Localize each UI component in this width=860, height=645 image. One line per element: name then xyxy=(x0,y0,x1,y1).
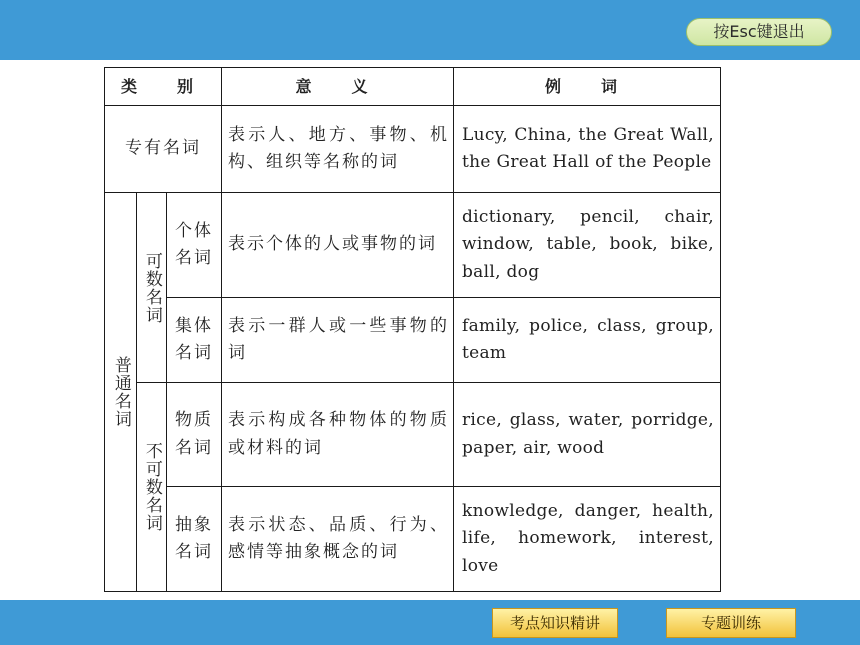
top-bar xyxy=(0,0,860,60)
table-row xyxy=(105,193,721,298)
examples-cell: rice, glass, water, porridge, paper, air, wood xyxy=(454,383,721,487)
examples-cell: dictionary, pencil, chair, window, table, book, bike, ball, dog xyxy=(454,193,721,298)
header-examples: 例 词 xyxy=(454,68,721,106)
uncountable-cell xyxy=(137,383,167,592)
table-row xyxy=(105,487,721,592)
sub-category-label: 抽象名词 xyxy=(167,487,222,592)
header-meaning: 意 义 xyxy=(222,68,454,106)
proper-noun-label: 专有名词 xyxy=(105,106,222,193)
countable-cell xyxy=(137,193,167,383)
sub-category-label: 集体名词 xyxy=(167,298,222,383)
meaning-cell: 表示一群人或一些事物的词 xyxy=(222,298,454,383)
meaning-cell: 表示构成各种物体的物质或材料的词 xyxy=(222,383,454,487)
proper-noun-meaning: 表示人、地方、事物、机构、组织等名称的词 xyxy=(222,106,454,193)
exit-button[interactable]: 按Esc键退出 xyxy=(686,18,832,46)
sub-category-label: 物质名词 xyxy=(167,383,222,487)
bottom-bar xyxy=(0,600,860,645)
header-category: 类 别 xyxy=(105,68,222,106)
table-row xyxy=(105,298,721,383)
uncountable-label: 不可数名词 xyxy=(141,442,162,532)
sub-category-label: 个体名词 xyxy=(167,193,222,298)
meaning-cell: 表示状态、品质、行为、感情等抽象概念的词 xyxy=(222,487,454,592)
proper-noun-examples: Lucy, China, the Great Wall, the Great Hall of the People xyxy=(454,106,721,193)
table-header-row xyxy=(105,68,721,106)
table-row xyxy=(105,383,721,487)
examples-cell: knowledge, danger, health, life, homework, interest, love xyxy=(454,487,721,592)
noun-classification-table xyxy=(104,67,721,592)
countable-label: 可数名词 xyxy=(141,251,162,324)
common-noun-cell xyxy=(105,193,137,592)
meaning-cell: 表示个体的人或事物的词 xyxy=(222,193,454,298)
table-row xyxy=(105,106,721,193)
common-noun-label: 普通名词 xyxy=(110,356,131,428)
examples-cell: family, police, class, group, team xyxy=(454,298,721,383)
key-points-button[interactable]: 考点知识精讲 xyxy=(492,608,618,638)
topic-practice-button[interactable]: 专题训练 xyxy=(666,608,796,638)
